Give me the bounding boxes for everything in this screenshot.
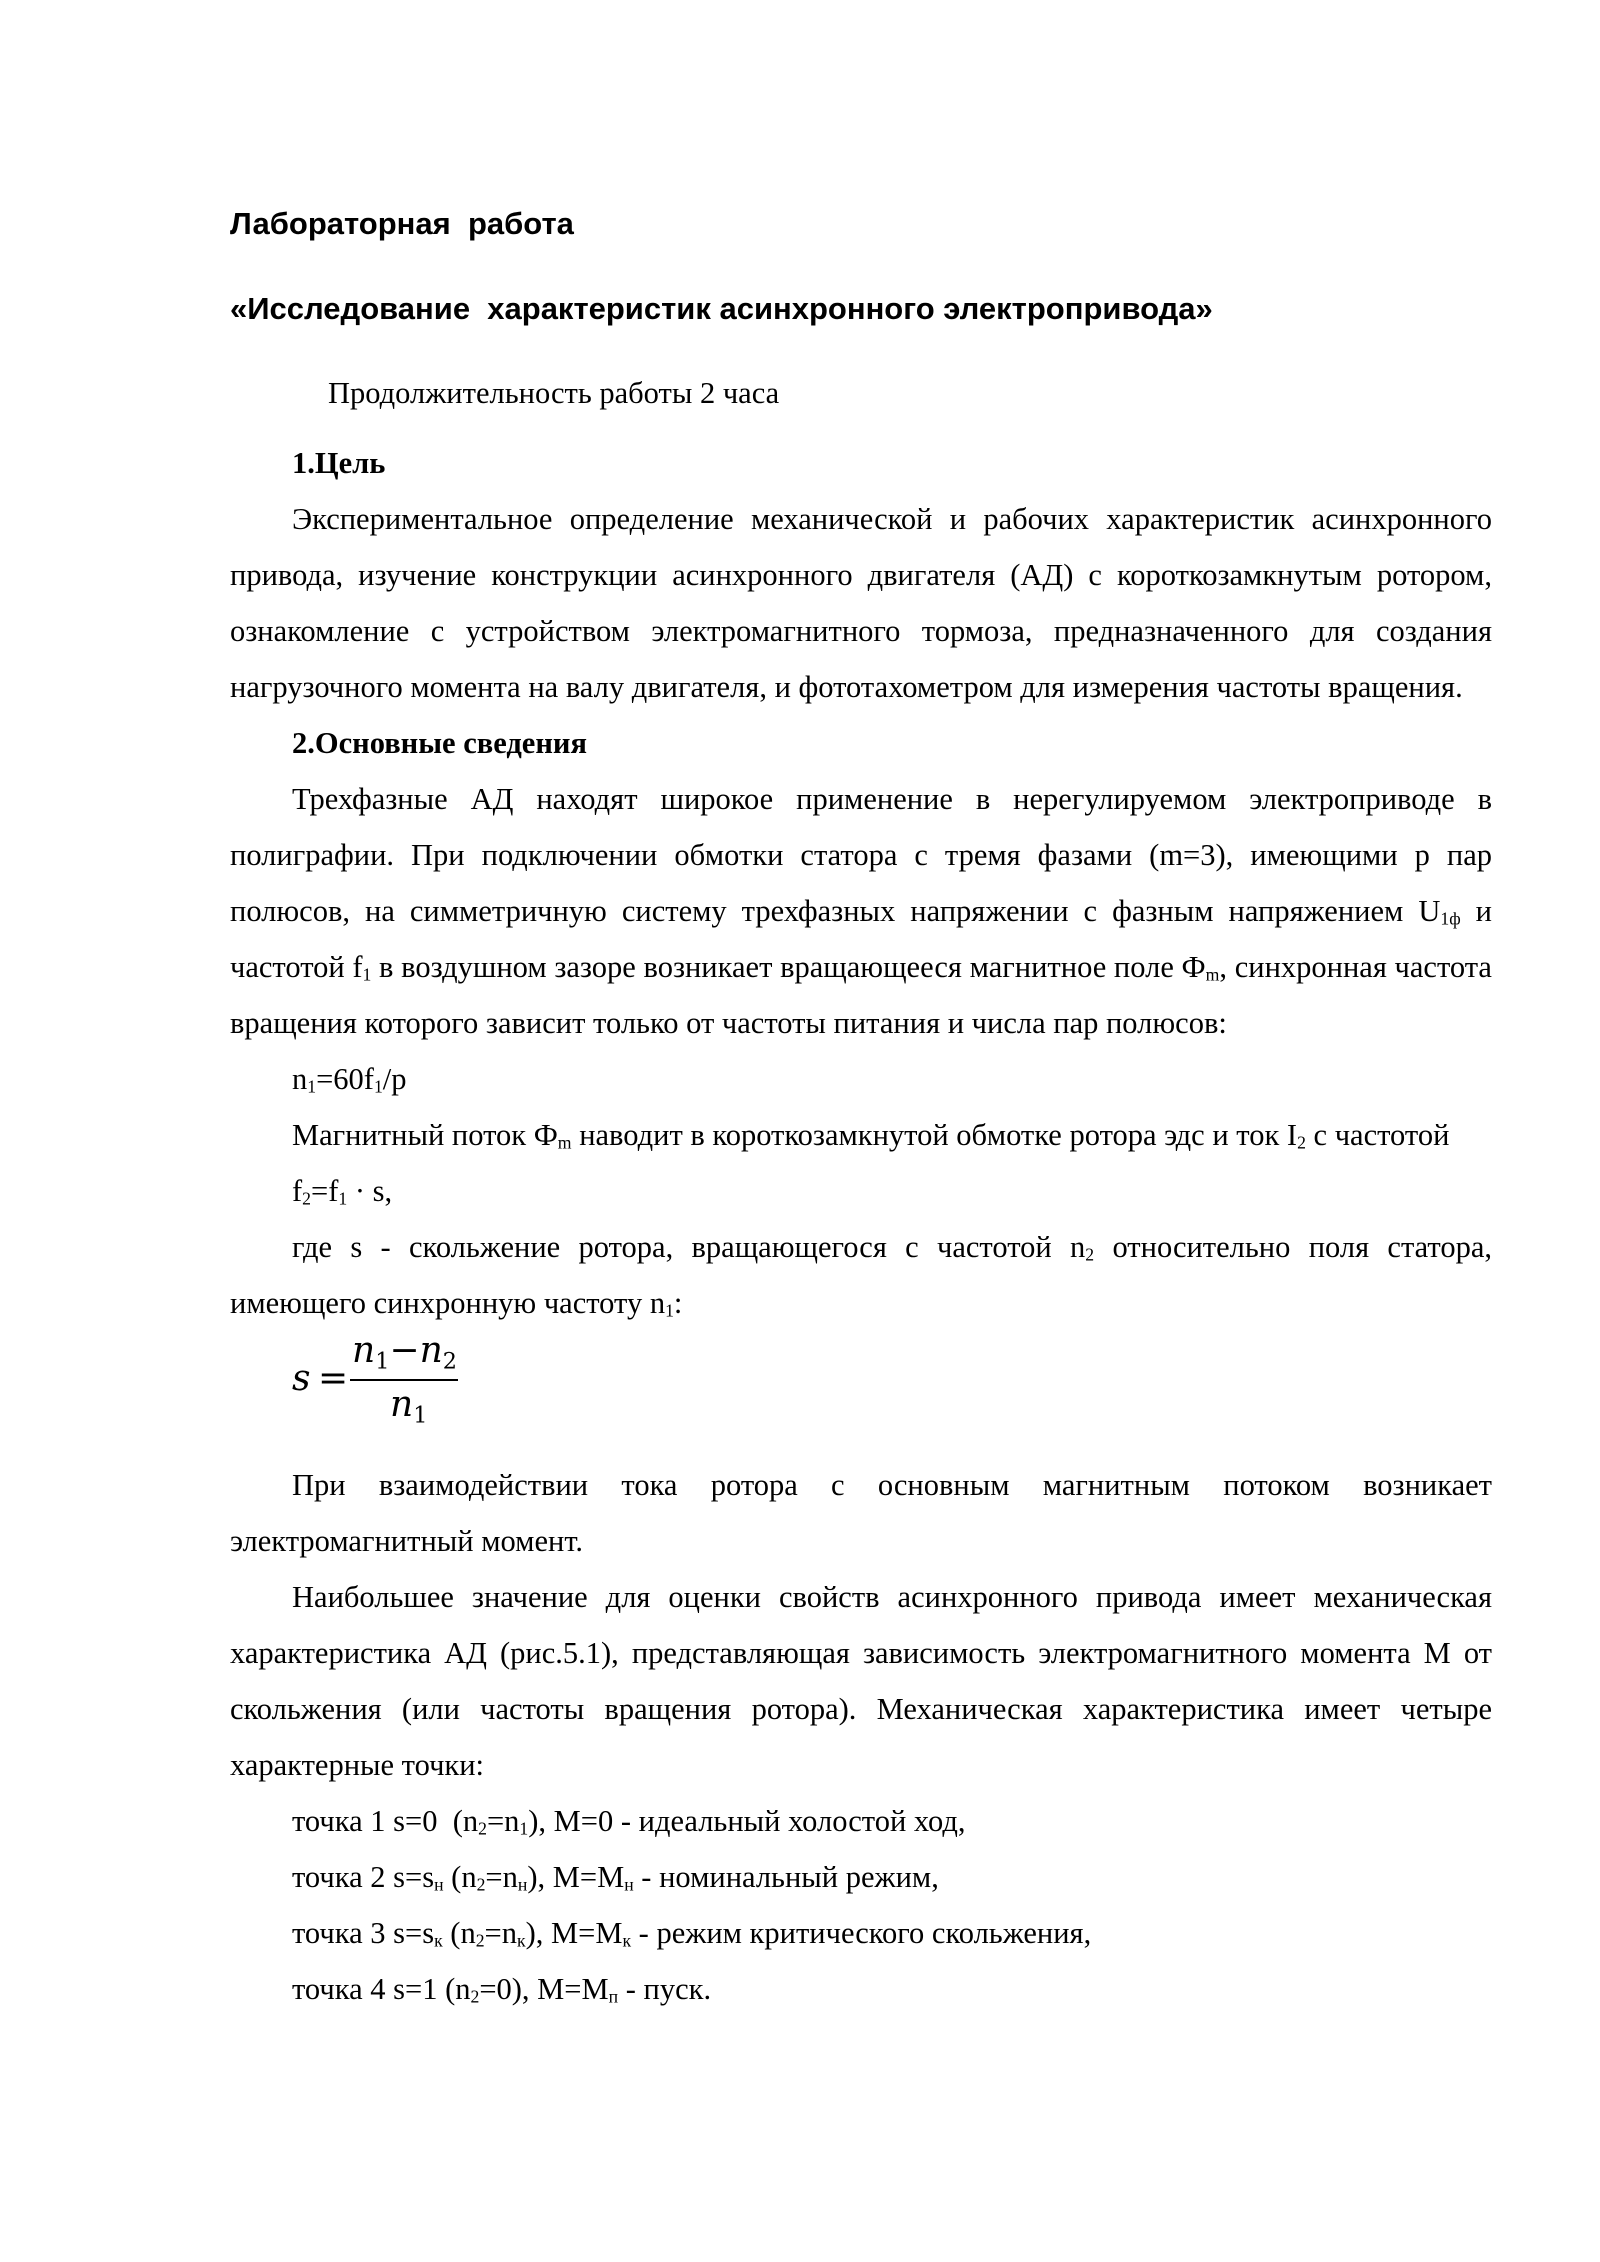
formula-rotor-frequency: $f_2=f_1 \cdot s$, (292, 1174, 393, 1209)
slip-formula-lhs: s (292, 1358, 311, 1399)
paragraph-electromagnetic-torque: При взаимодействии тока ротора с основным магнитным потоком возникает электромагнитный момент. (230, 1468, 1492, 1558)
slip-formula-denominator: $n_1$ (390, 1384, 428, 1429)
list-item-point-1: точка 1 s=0 $(n_2=n_1)$, M=0 - идеальный холостой ход, (292, 1804, 966, 1839)
slip-formula-fraction-bar (350, 1379, 458, 1381)
paragraph-three-phase: Трехфазные АД находят широкое применение в нерегулируемом электроприводе в полиграфии. При подключении обмотки статора с тремя фазами (m=3), имеющими р пар полюсов, на симметричную систему трехфазных напряжении с фазным напряжением $U_{1ф}$ и частотой $f_1$ в воздушном зазоре возникает вращающееся магнитное поле $Ф_m$, синхронная частота вращения которого зависит только от частоты питания и числа пар полюсов: (230, 782, 1492, 1040)
document-content (230, 196, 1492, 2017)
section-title-goal: 1.Цель (292, 446, 386, 480)
lab-title: Лабораторная работа (230, 206, 574, 241)
paragraph-slip-definition: где s - скольжение ротора, вращающегося с частотой $n_2$ относительно поля статора, имеющего синхронную частоту $n_1$: (230, 1230, 1492, 1321)
section-title-basics: 2.Основные сведения (292, 726, 587, 760)
lab-subtitle: «Исследование характеристик асинхронного электропривода» (230, 291, 1213, 326)
duration-line: Продолжительность работы 2 часа (328, 376, 780, 410)
slip-formula-numerator: $n_1-n_2$ (352, 1330, 457, 1375)
goal-paragraph: Экспериментальное определение механической и рабочих характеристик асинхронного привода, изучение конструкции асинхронного двигателя (АД) с короткозамкнутым ротором, ознакомление с устройством электромагнитного тормоза, предназначенного для создания нагрузочного момента на валу двигателя, и фототахометром для измерения частоты вращения. (230, 502, 1492, 704)
list-item-point-4: точка 4 s=1 $(n_2=0)$, $M=M_п$ - пуск. (292, 1972, 712, 2007)
slip-formula (292, 1331, 1492, 1457)
paragraph-mechanical-characteristic: Наибольшее значение для оценки свойств асинхронного привода имеет механическая характеристика АД (рис.5.1), представляющая зависимость электромагнитного момента М от скольжения (или частоты вращения ротора). Механическая характеристика имеет четыре характерные точки: (230, 1580, 1492, 1782)
formula-synchronous-speed: $n_1=60f_1/p$ (292, 1062, 407, 1097)
list-item-point-2: точка 2 $s=s_н$ $(n_2=n_н)$, $M=M_н$ - номинальный режим, (292, 1860, 939, 1895)
paragraph-magnetic-flux: Магнитный поток $Ф_m$ наводит в короткозамкнутой обмотке ротора эдс и ток $I_2$ с частотой (292, 1118, 1450, 1153)
slip-formula-equals: = (318, 1358, 349, 1399)
list-item-point-3: точка 3 $s=s_к$ $(n_2=n_к)$, $M=M_к$ - режим критического скольжения, (292, 1916, 1092, 1951)
